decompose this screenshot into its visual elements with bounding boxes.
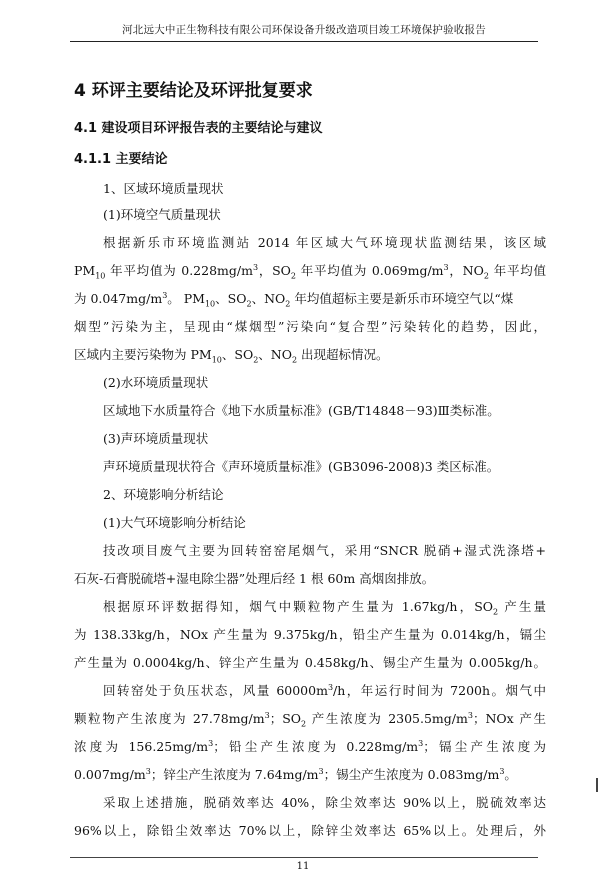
item-air-impact: (1)大气环境影响分析结论	[103, 515, 246, 530]
header-rule	[70, 41, 538, 42]
section-heading: 4.1 建设项目环评报告表的主要结论与建议	[74, 121, 323, 136]
paragraph-line: 声环境质量现状符合《声环境质量标准》(GB3096-2008)3 类区标准。	[103, 459, 500, 474]
paragraph-line: 产生量为 0.0004kg/h、锌尘产生量为 0.458kg/h、锡尘产生量为 0.005kg/h。	[74, 655, 546, 670]
paragraph-line: 为 138.33kg/h，NOx 产生量为 9.375kg/h，铅尘产生量为 0.014kg/h，镉尘	[74, 627, 546, 642]
paragraph-line: 技改项目废气主要为回转窑窑尾烟气，采用“SNCR 脱硝+湿式洗涤塔+	[103, 543, 546, 558]
paragraph-line: 采取上述措施，脱硝效率达 40%，除尘效率达 90%以上，脱硫效率达	[103, 795, 546, 810]
paragraph-line: 根据原环评数据得知，烟气中颗粒物产生量为 1.67kg/h，$SO_2$ 产生量	[103, 599, 546, 617]
margin-mark	[596, 778, 598, 792]
item-air-quality: (1)环境空气质量现状	[103, 207, 221, 222]
paragraph-line: 回转窑处于负压状态，风量 $60000m^3/h$，年运行时间为 7200h。烟气中	[103, 682, 546, 698]
paragraph-line: 区域内主要污染物为 $PM_{10}$、$SO_2$、$NO_2$ 出现超标情况。	[74, 347, 389, 365]
item-regional-quality: 1、区域环境质量现状	[103, 181, 224, 196]
item-water-quality: (2)水环境质量现状	[103, 375, 209, 390]
paragraph-line: 石灰-石膏脱硫塔+湿电除尘器”处理后经 1 根 60m 高烟囱排放。	[74, 571, 435, 586]
paragraph-line: 区域地下水质量符合《地下水质量标准》(GB/T14848－93)Ⅲ类标准。	[103, 403, 500, 418]
paragraph-line: 为 $0.047mg/m^3$。 $PM_{10}$、$SO_2$、$NO_2$ 年均值超标主要是新乐市环境空气以“煤	[74, 290, 514, 309]
paragraph-line: 烟型”污染为主，呈现由“煤烟型”污染向“复合型”污染转化的趋势，因此，	[74, 319, 546, 334]
page-header: 河北远大中正生物科技有限公司环保设备升级改造项目竣工环境保护验收报告	[122, 24, 486, 36]
footer-rule	[70, 857, 538, 858]
paragraph-line: 96%以上，除铅尘效率达 70%以上，除锌尘效率达 65%以上。处理后，外	[74, 823, 546, 838]
paragraph-line: 颗粒物产生浓度为 $27.78mg/m^3$；$SO_2$ 产生浓度为 $2305.5mg/m^3$；NOx 产生	[74, 710, 546, 729]
paragraph-line: 根据新乐市环境监测站 2014 年区域大气环境现状监测结果，该区域	[103, 235, 546, 250]
item-impact-analysis: 2、环境影响分析结论	[103, 487, 224, 502]
paragraph-line: $0.007mg/m^3$；锌尘产生浓度为 $7.64mg/m^3$；锡尘产生浓度为 $0.083mg/m^3$。	[74, 766, 517, 782]
chapter-heading: 4 环评主要结论及环评批复要求	[74, 81, 313, 101]
item-noise-quality: (3)声环境质量现状	[103, 431, 209, 446]
subsection-heading: 4.1.1 主要结论	[74, 152, 168, 167]
paragraph-line: $PM_{10}$ 年平均值为 $0.228mg/m^3$，$SO_2$ 年平均值为 $0.069mg/m^3$，$NO_2$ 年平均值	[74, 262, 547, 281]
paragraph-line: 浓度为 $156.25mg/m^3$；铅尘产生浓度为 $0.228mg/m^3$；镉尘产生浓度为	[74, 738, 546, 754]
page-number: 11	[296, 861, 310, 872]
